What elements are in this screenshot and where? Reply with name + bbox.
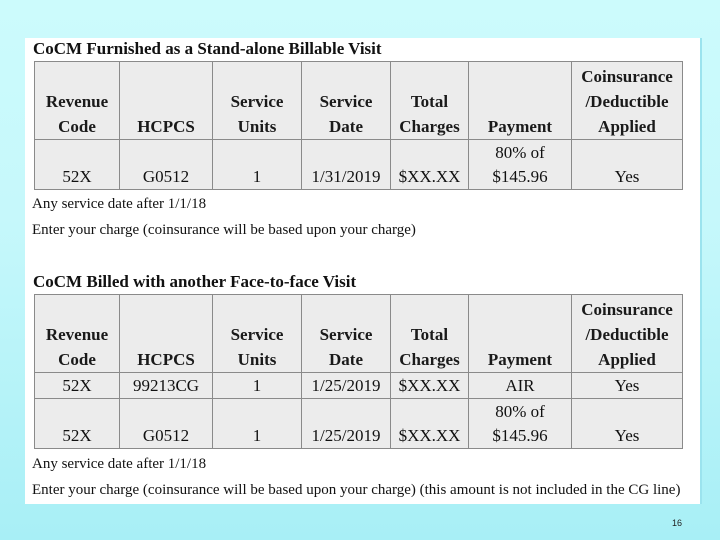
cell-date: 1/25/2019 — [302, 399, 391, 449]
cell-date: 1/25/2019 — [302, 373, 391, 399]
section2-header-row — [35, 295, 683, 373]
cell-payment: 80% of $145.96 — [469, 399, 572, 449]
slide-content-panel — [25, 38, 700, 504]
cell-coinsurance: Yes — [572, 373, 683, 399]
cell-revenue-code: 52X — [35, 140, 120, 190]
cell-hcpcs: G0512 — [120, 399, 213, 449]
cell-units: 1 — [213, 373, 302, 399]
section2-table — [34, 294, 683, 449]
header-service-date: Service Date — [302, 295, 391, 373]
section1-table — [34, 61, 683, 190]
cell-units: 1 — [213, 140, 302, 190]
header-revenue-code: Revenue Code — [35, 295, 120, 373]
header-service-units: Service Units — [213, 295, 302, 373]
header-coinsurance: Coinsurance /Deductible Applied — [572, 295, 683, 373]
cell-charges: $XX.XX — [391, 399, 469, 449]
header-payment: Payment — [469, 62, 572, 140]
section2-note-1: Any service date after 1/1/18 — [32, 456, 207, 472]
header-hcpcs: HCPCS — [120, 295, 213, 373]
section1-note-1: Any service date after 1/1/18 — [32, 196, 207, 212]
cell-coinsurance: Yes — [572, 399, 683, 449]
header-service-units: Service Units — [213, 62, 302, 140]
cell-charges: $XX.XX — [391, 140, 469, 190]
section2-note-2: Enter your charge (coinsurance will be based upon your charge) (this amount is not included in the CG line) — [32, 482, 681, 498]
section1-title: CoCM Furnished as a Stand-alone Billable Visit — [33, 39, 382, 58]
cell-payment: 80% of $145.96 — [469, 140, 572, 190]
header-hcpcs: HCPCS — [120, 62, 213, 140]
section1-header-row — [35, 62, 683, 140]
section1-note-2: Enter your charge (coinsurance will be based upon your charge) — [32, 222, 416, 238]
cell-coinsurance: Yes — [572, 140, 683, 190]
cell-hcpcs: G0512 — [120, 140, 213, 190]
cell-hcpcs: 99213CG — [120, 373, 213, 399]
page-number: 16 — [672, 518, 683, 528]
panel-edge-divider — [700, 38, 702, 504]
table-row — [35, 399, 683, 449]
table-row — [35, 140, 683, 190]
header-total-charges: Total Charges — [391, 62, 469, 140]
cell-date: 1/31/2019 — [302, 140, 391, 190]
header-payment: Payment — [469, 295, 572, 373]
header-service-date: Service Date — [302, 62, 391, 140]
cell-revenue-code: 52X — [35, 399, 120, 449]
header-revenue-code: Revenue Code — [35, 62, 120, 140]
cell-revenue-code: 52X — [35, 373, 120, 399]
table-row — [35, 373, 683, 399]
header-total-charges: Total Charges — [391, 295, 469, 373]
cell-charges: $XX.XX — [391, 373, 469, 399]
cell-units: 1 — [213, 399, 302, 449]
header-coinsurance: Coinsurance /Deductible Applied — [572, 62, 683, 140]
cell-payment: AIR — [469, 373, 572, 399]
section2-title: CoCM Billed with another Face-to-face Visit — [33, 272, 357, 291]
